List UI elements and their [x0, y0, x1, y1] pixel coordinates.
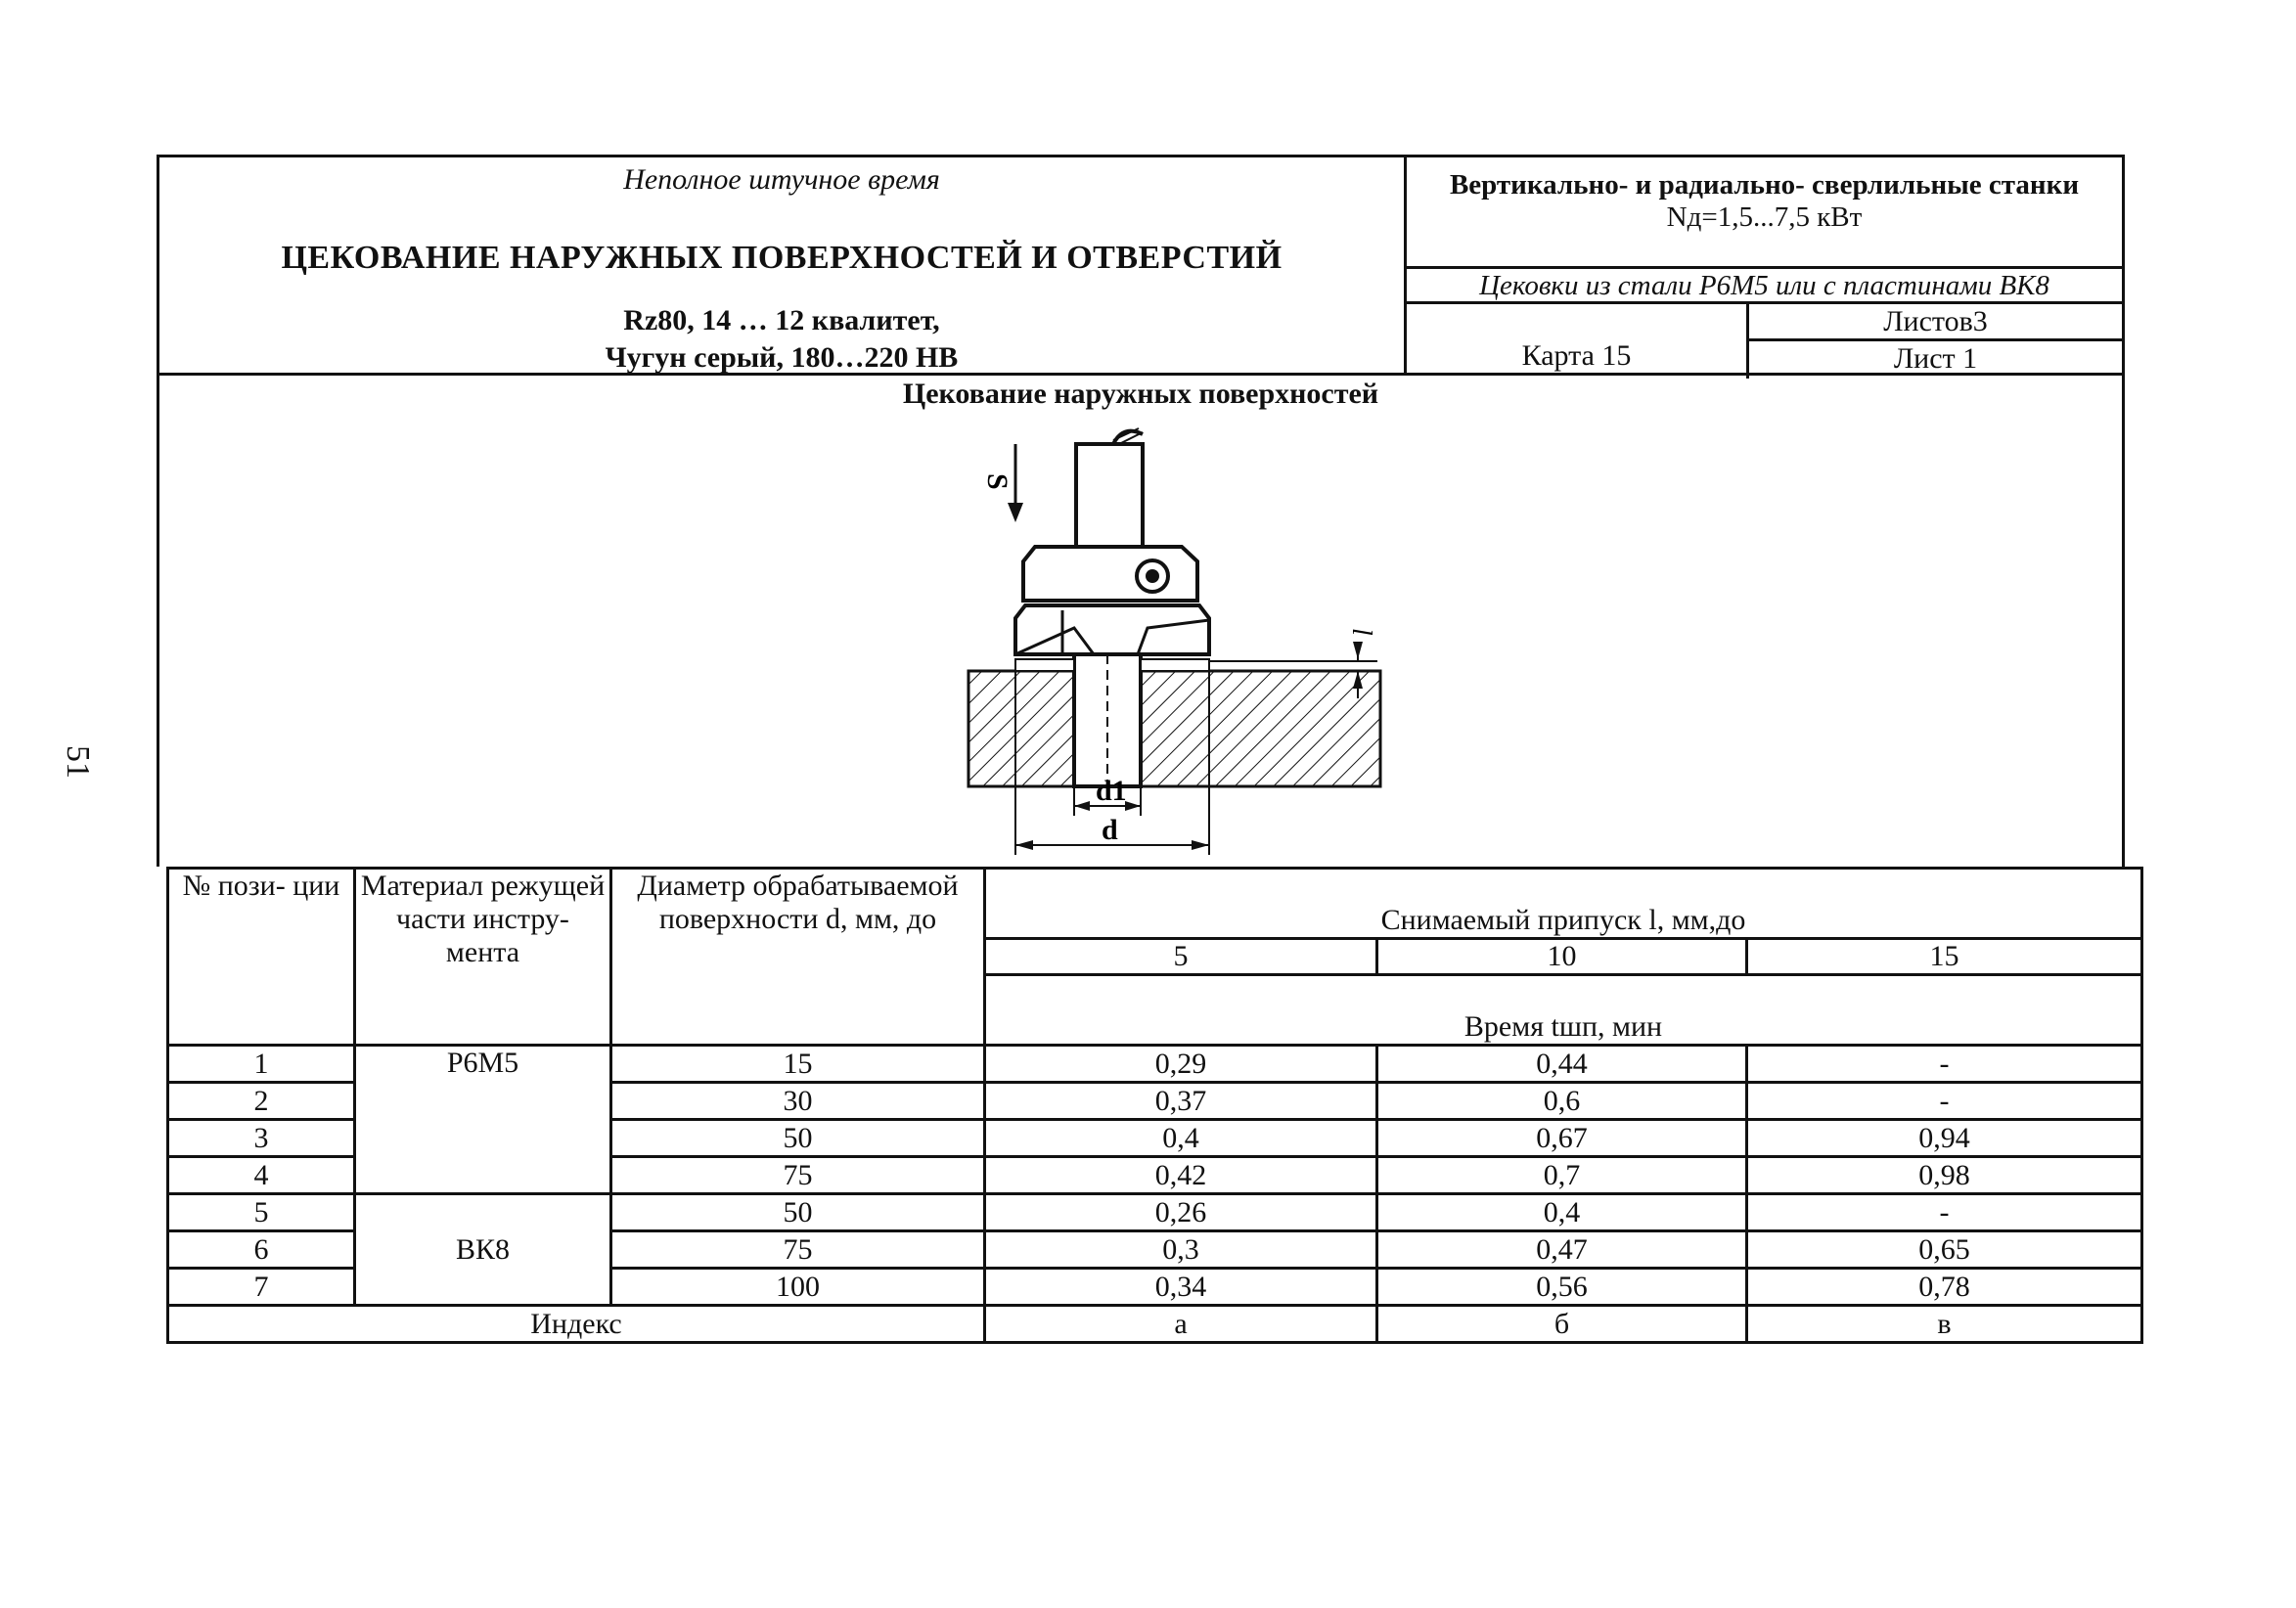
row-diameter: 15 [611, 1046, 985, 1083]
feed-arrow [981, 444, 1023, 522]
feed-label: S [981, 473, 1013, 490]
row-diameter: 30 [611, 1083, 985, 1120]
row-time: 0,56 [1377, 1269, 1747, 1306]
row-position: 4 [168, 1157, 355, 1194]
allowance-label: l [1346, 628, 1376, 636]
row-diameter: 50 [611, 1120, 985, 1157]
time-label: Время tшп, мин [985, 975, 2142, 1046]
row-time: 0,78 [1747, 1269, 2142, 1306]
counterbore-cutter [1015, 605, 1209, 654]
row-position: 2 [168, 1083, 355, 1120]
row-time: 0,37 [985, 1083, 1377, 1120]
col-header-position: № пози- ции [168, 869, 355, 1046]
material-cell: ВК8 [355, 1194, 611, 1306]
workpiece [968, 659, 1380, 786]
row-time: 0,3 [985, 1231, 1377, 1269]
row-position: 7 [168, 1269, 355, 1306]
card-header [157, 155, 2125, 376]
row-time: 0,4 [985, 1120, 1377, 1157]
col-header-diameter: Диаметр обрабатываемой поверхности d, мм, до [611, 869, 985, 1046]
row-time: 0,47 [1377, 1231, 1747, 1269]
row-time: 0,67 [1377, 1120, 1747, 1157]
row-time: 0,29 [985, 1046, 1377, 1083]
row-time: 0,4 [1377, 1194, 1747, 1231]
header-material: Чугун серый, 180…220 НВ [605, 341, 959, 374]
header-title: ЦЕКОВАНИЕ НАРУЖНЫХ ПОВЕРХНОСТЕЙ И ОТВЕРСТИЙ [281, 240, 1283, 276]
row-position: 5 [168, 1194, 355, 1231]
card-number: Карта 15 [1407, 304, 1749, 379]
header-subtitle: Неполное штучное время [623, 163, 940, 196]
page-number: 51 [60, 745, 96, 779]
index-row [168, 1306, 2142, 1343]
row-time: 0,6 [1377, 1083, 1747, 1120]
figure-panel [157, 376, 2125, 867]
index-label: Индекс [168, 1306, 985, 1343]
row-time: 0,26 [985, 1194, 1377, 1231]
sheets-total: Листов3 [1749, 304, 2122, 341]
index-cell: б [1377, 1306, 1747, 1343]
row-diameter: 50 [611, 1194, 985, 1231]
row-position: 1 [168, 1046, 355, 1083]
header-left [159, 157, 1407, 373]
row-position: 6 [168, 1231, 355, 1269]
row-diameter: 100 [611, 1269, 985, 1306]
header-right [1407, 157, 2122, 373]
row-time: - [1747, 1194, 2142, 1231]
row-time: 0,42 [985, 1157, 1377, 1194]
row-time: - [1747, 1046, 2142, 1083]
d-label: d [1102, 814, 1118, 846]
machine-cell [1407, 157, 2122, 269]
sheet-number: Лист 1 [1893, 342, 1978, 375]
row-diameter: 75 [611, 1231, 985, 1269]
tool-holder [1023, 547, 1197, 601]
row-time: - [1747, 1083, 2142, 1120]
figure-title: Цекование наружных поверхностей [902, 378, 1379, 410]
time-norms-table [166, 867, 2143, 1344]
machine-power: Nд=1,5...7,5 кВт [1666, 201, 1863, 233]
material-cell: Р6М5 [355, 1046, 611, 1194]
header-quality: Rz80, 14 … 12 квалитет, [623, 304, 940, 336]
index-cell: а [985, 1306, 1377, 1343]
table-row [168, 1046, 2142, 1083]
tool-cell: Цековки из стали Р6М5 или с пластинами ВК8 [1407, 269, 2122, 304]
row-time: 0,34 [985, 1269, 1377, 1306]
col-header-allowance: Снимаемый припуск l, мм,до [985, 869, 2142, 939]
allowance-15: 15 [1747, 939, 2142, 975]
index-cell: в [1747, 1306, 2142, 1343]
machine-type: Вертикально- и радиально- сверлильные станки [1449, 169, 2080, 201]
row-time: 0,7 [1377, 1157, 1747, 1194]
col-header-material: Материал режущей части инстру- мента [355, 869, 611, 1046]
row-time: 0,44 [1377, 1046, 1747, 1083]
counterbore-drawing [967, 415, 1514, 865]
card-info [1407, 304, 2122, 379]
d1-label: d1 [1096, 775, 1127, 807]
row-time: 0,98 [1747, 1157, 2142, 1194]
row-time: 0,65 [1747, 1231, 2142, 1269]
allowance-5: 5 [985, 939, 1377, 975]
allowance-10: 10 [1377, 939, 1747, 975]
row-diameter: 75 [611, 1157, 985, 1194]
table-row [168, 1194, 2142, 1231]
row-position: 3 [168, 1120, 355, 1157]
row-time: 0,94 [1747, 1120, 2142, 1157]
